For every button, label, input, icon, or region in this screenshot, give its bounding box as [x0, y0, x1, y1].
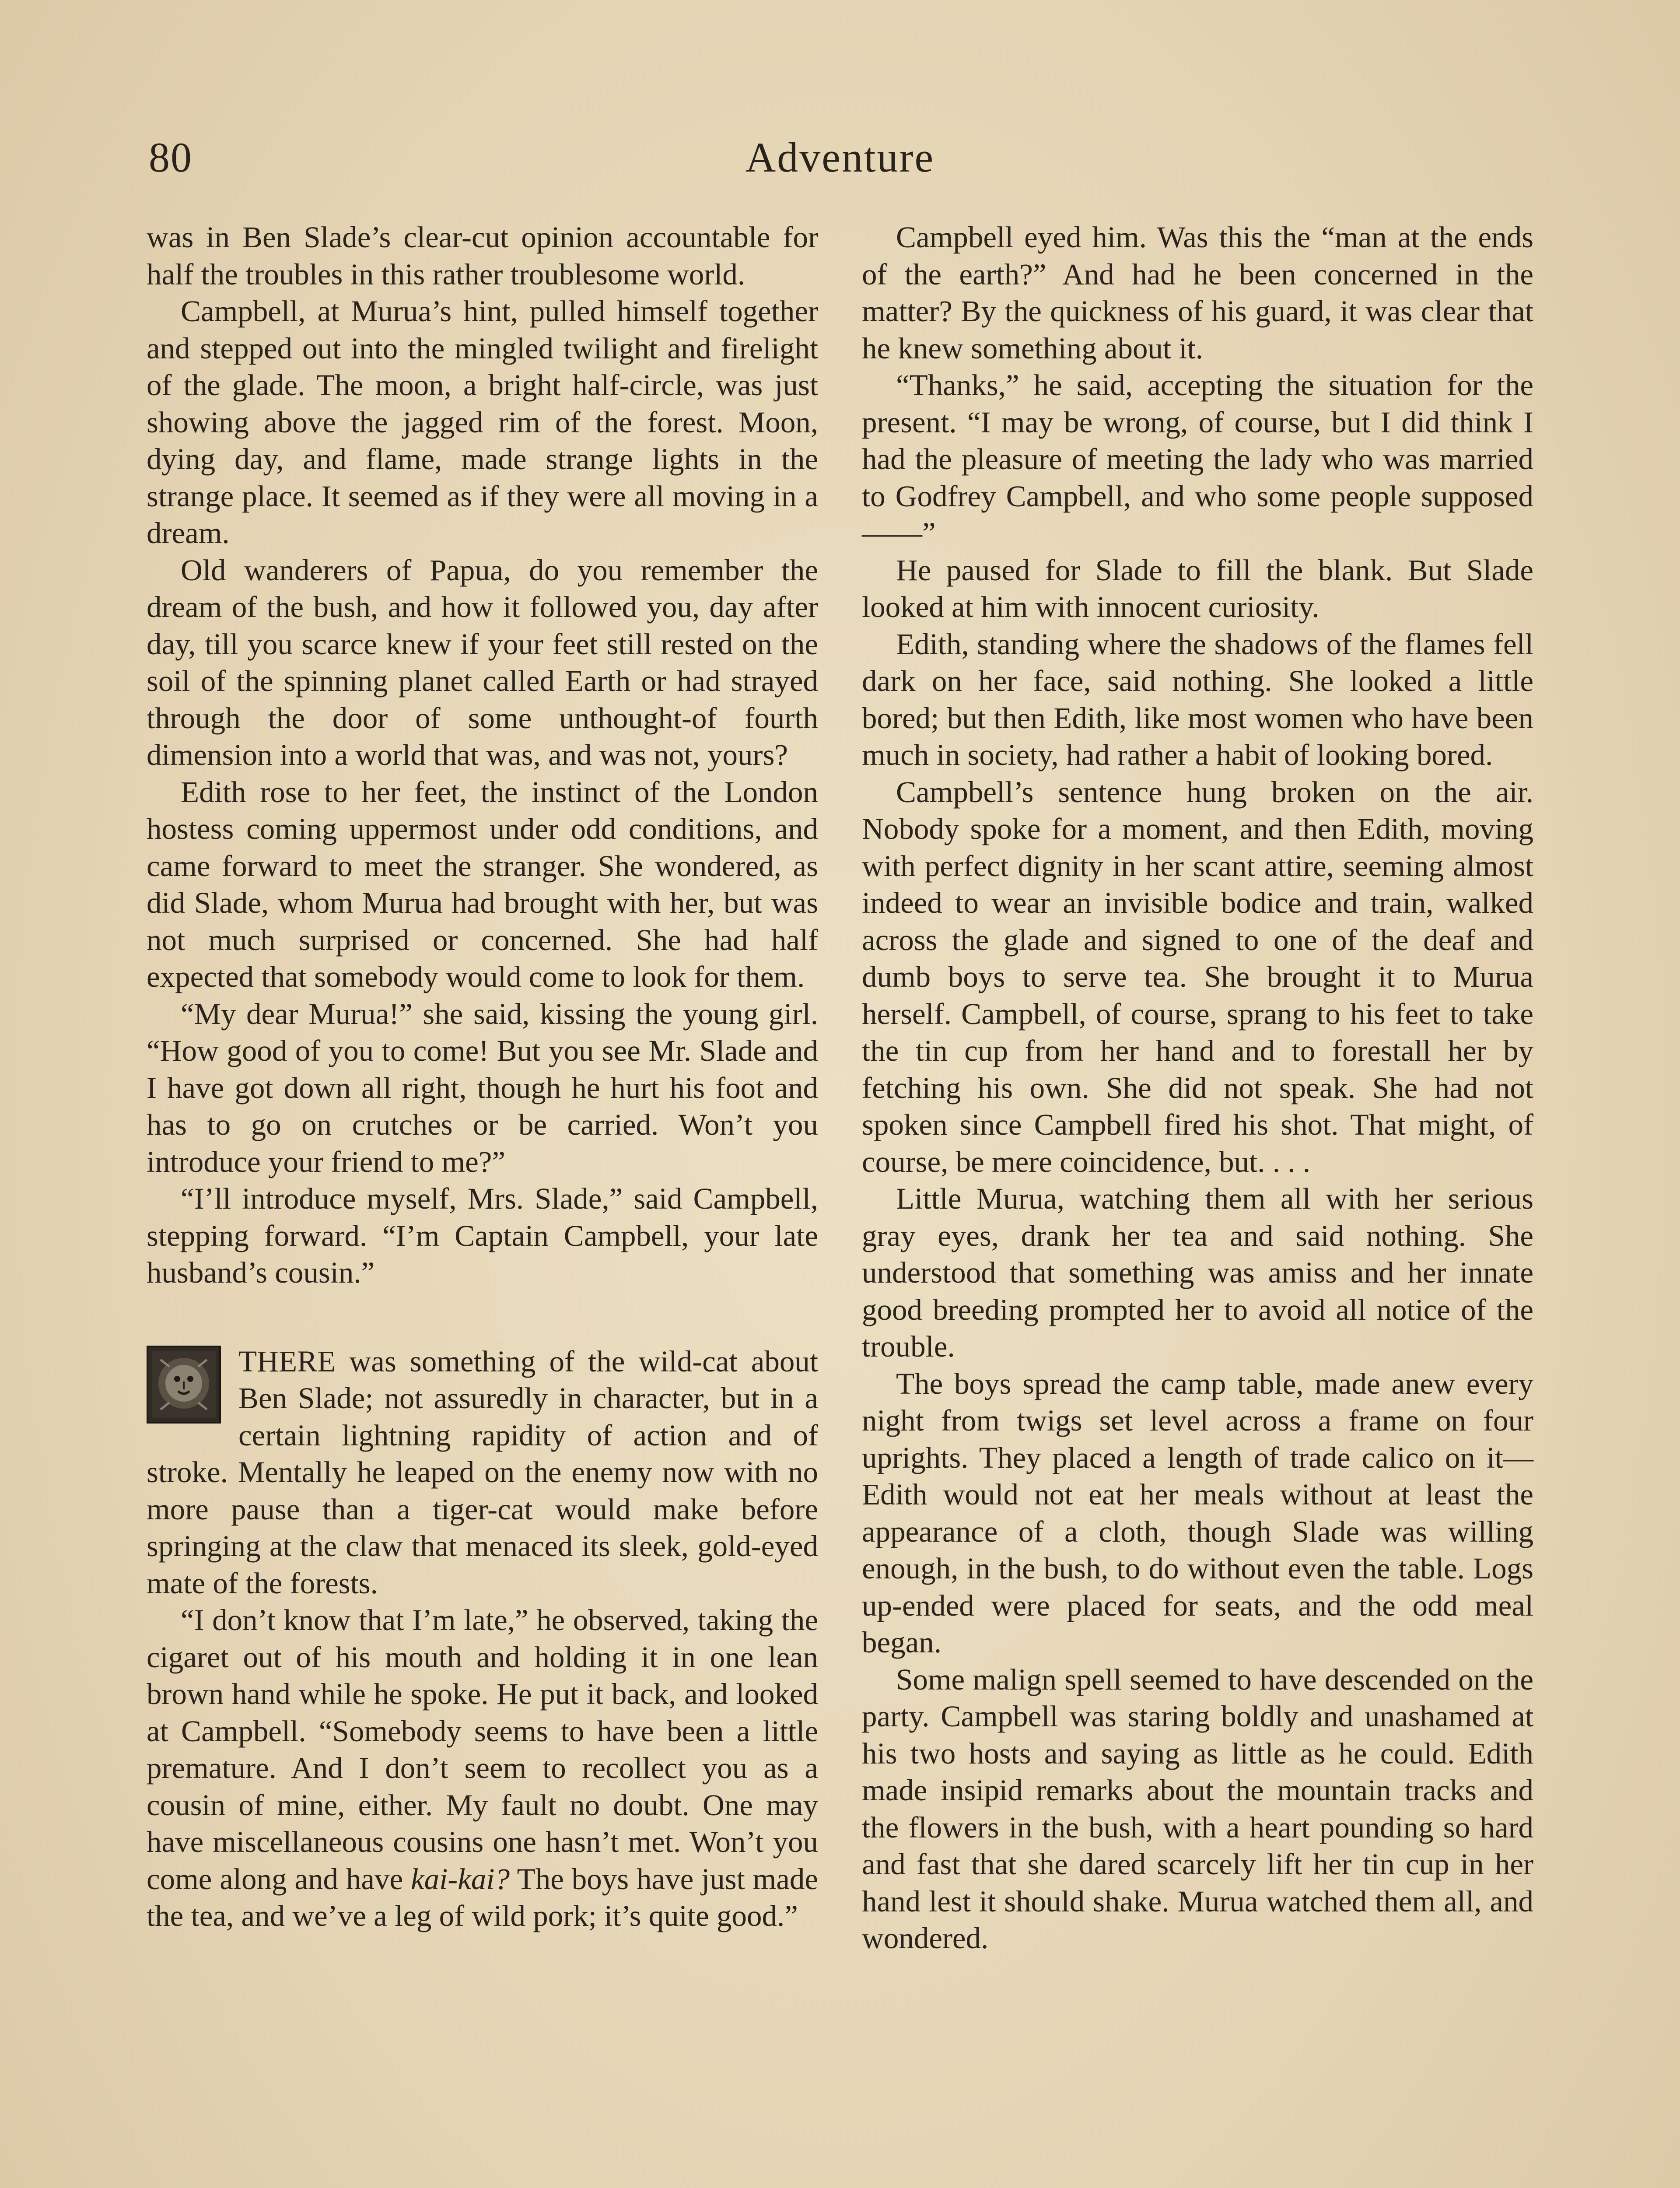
italic-word: kai-kai?: [410, 1862, 510, 1896]
paragraph: Campbell eyed him. Was this the “man at the ends of the earth?” And had he been concerned in the matter? By the quickness of his guard, it was clear that he knew something about it.: [862, 221, 1533, 365]
paragraph-text: “I don’t know that I’m late,” he observed, taking the cigaret out of his mouth and holding it in one lean brown hand while he spoke. He put it back, and looked at Campbell. “Somebody seems to have been a little premature. And I don’t seem to recollect you as a cousin of mine, either. My fault no doubt. One may have miscellaneous cousins one hasn’t met. Won’t you come along and have: [147, 1603, 818, 1896]
right-column: [862, 219, 1533, 1957]
paragraph: Little Murua, watching them all with her serious gray eyes, drank her tea and said nothing. She understood that something was amiss and her innate good breeding prompted her to avoid all notice of the trouble.: [862, 1182, 1533, 1363]
paragraph: “I’ll introduce myself, Mrs. Slade,” said Campbell, stepping forward. “I’m Captain Campbell, your late husband’s cousin.”: [147, 1182, 818, 1289]
paragraph: Campbell’s sentence hung broken on the air. Nobody spoke for a moment, and then Edith, moving with perfect dignity in her scant attire, seeming almost indeed to wear an invisible bodice and train, walked across the glade and signed to one of the deaf and dumb boys to serve tea. She brought it to Murua herself. Campbell, of course, sprang to his feet to take the tin cup from her hand and to forestall her by fetching his own. She did not speak. She had not spoken since Campbell fired his shot. That might, of course, be mere coincidence, but. . . .: [862, 775, 1533, 1178]
paragraph: Edith, standing where the shadows of the flames fell dark on her face, said nothing. She looked a little bored; but then Edith, like most women who have been much in society, had rather a habit of looking bored.: [862, 627, 1533, 771]
lion-face-dropcap-icon: [147, 1346, 221, 1424]
paragraph: [147, 1602, 818, 1935]
paragraph: was in Ben Slade’s clear-cut opinion accountable for half the troubles in this rather troublesome world.: [147, 221, 818, 291]
magazine-title: Adventure: [745, 134, 935, 181]
paragraph: He paused for Slade to fill the blank. But Slade looked at him with innocent curiosity.: [862, 553, 1533, 624]
paragraph-tail: The boys have just made the tea, and we’ve a leg of wild pork; it’s quite good.”: [147, 1862, 819, 1932]
paragraph: THERE was something of the wild-cat about Ben Slade; not assuredly in character, but in a certain lightning rapidity of action and of stroke. Mentally he leaped on the enemy now with no more pause than a tiger-cat would make before springing at the claw that menaced its sleek, gold-eyed mate of the forests.: [147, 1344, 818, 1600]
section-break: [147, 1291, 818, 1343]
paragraph: Campbell, at Murua’s hint, pulled himself together and stepped out into the mingled twilight and firelight of the glade. The moon, a bright half-circle, was just showing above the jagged rim of the forest. Moon, dying day, and flame, made strange lights in the strange place. It seemed as if they were all moving in a dream.: [147, 295, 818, 550]
left-column: [147, 219, 818, 1935]
paragraph: “My dear Murua!” she said, kissing the young girl. “How good of you to come! But you see Mr. Slade and I have got down all right, though he hurt his foot and has to go on crutches or be carried. Won’t you introduce your friend to me?”: [147, 997, 818, 1178]
paragraph: Old wanderers of Papua, do you remember the dream of the bush, and how it followed you, day after day, till you scarce knew if your feet still rested on the soil of the spinning planet called Earth or had strayed through the door of some unthought-of fourth dimension into a world that was, and was not, yours?: [147, 553, 818, 771]
paragraph: Edith rose to her feet, the instinct of the London hostess coming uppermost under odd conditions, and came forward to meet the stranger. She wondered, as did Slade, whom Murua had brought with her, but was not much surprised or concerned. She had half expected that somebody would come to look for them.: [147, 775, 818, 993]
page-number: 80: [149, 134, 192, 181]
paragraph: “Thanks,” he said, accepting the situation for the present. “I may be wrong, of course, but I did think I had the pleasure of meeting the lady who was married to Godfrey Campbell, and who some people supposed——”: [862, 368, 1533, 550]
page-header: [149, 127, 1531, 188]
paragraph: The boys spread the camp table, made anew every night from twigs set level across a frame on four uprights. They placed a length of trade calico on it—Edith would not eat her meals without at least the appearance of a cloth, though Slade was willing enough, in the bush, to do without even the table. Logs up-ended were placed for seats, and the odd meal began.: [862, 1367, 1533, 1659]
paragraph: Some malign spell seemed to have descended on the party. Campbell was staring boldly and unashamed at his two hosts and saying as little as he could. Edith made insipid remarks about the mountain tracks and the flowers in the bush, with a heart pounding so hard and fast that she dared scarcely lift her tin cup in her hand lest it should shake. Murua watched them all, and wondered.: [862, 1662, 1533, 1955]
